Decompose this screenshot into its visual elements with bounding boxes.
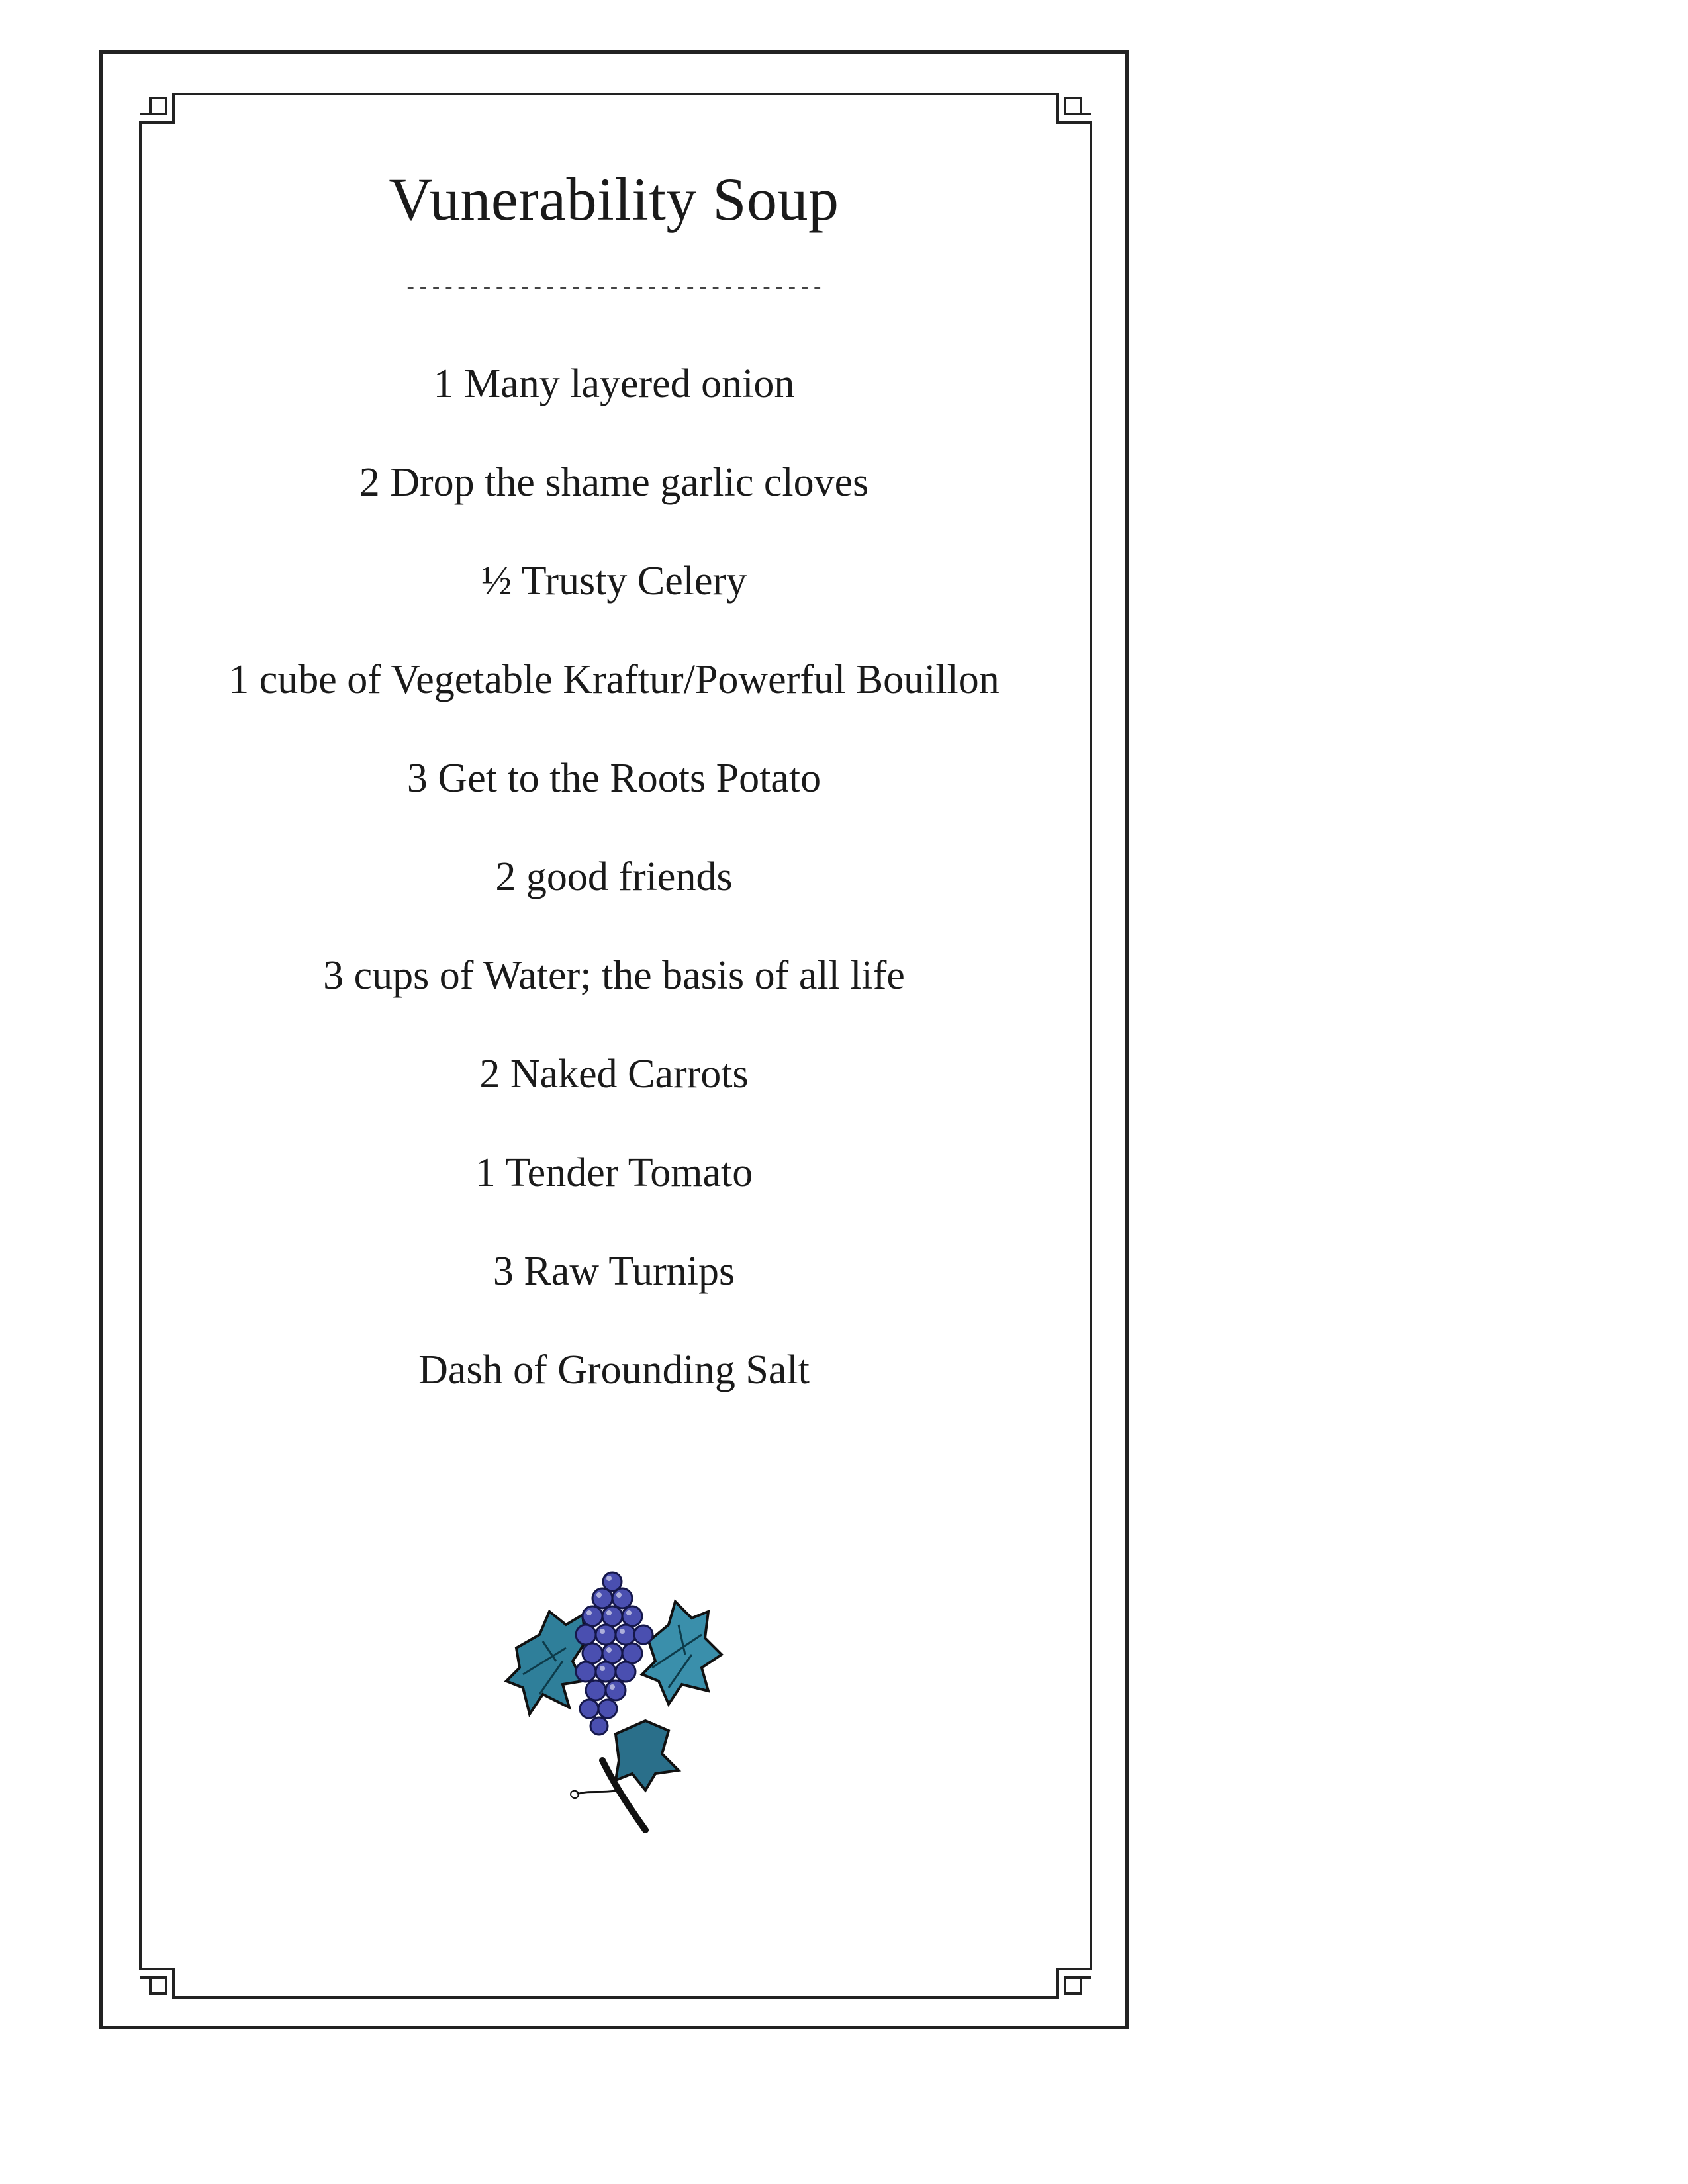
ingredient-item: 1 cube of Vegetable Kraftur/Powerful Bouillon [228, 657, 1000, 702]
grape-cluster-icon [503, 1562, 728, 1840]
recipe-title: Vunerability Soup [389, 165, 839, 233]
ingredient-list [99, 361, 1129, 1445]
ingredient-item: 3 Raw Turnips [492, 1249, 735, 1294]
ingredient-item: ½ Trusty Celery [481, 559, 747, 604]
ingredient-item: 2 good friends [495, 854, 733, 899]
ingredient-item: Dash of Grounding Salt [418, 1347, 810, 1392]
title-divider: --------------------------------- [404, 276, 824, 300]
ingredient-item: 1 Many layered onion [433, 361, 795, 406]
ingredient-item: 1 Tender Tomato [475, 1150, 753, 1195]
ingredient-item: 2 Drop the shame garlic cloves [359, 460, 869, 505]
ingredient-item: 3 Get to the Roots Potato [406, 756, 821, 801]
ingredient-item: 2 Naked Carrots [479, 1052, 749, 1097]
ingredient-item: 3 cups of Water; the basis of all life [323, 953, 905, 998]
